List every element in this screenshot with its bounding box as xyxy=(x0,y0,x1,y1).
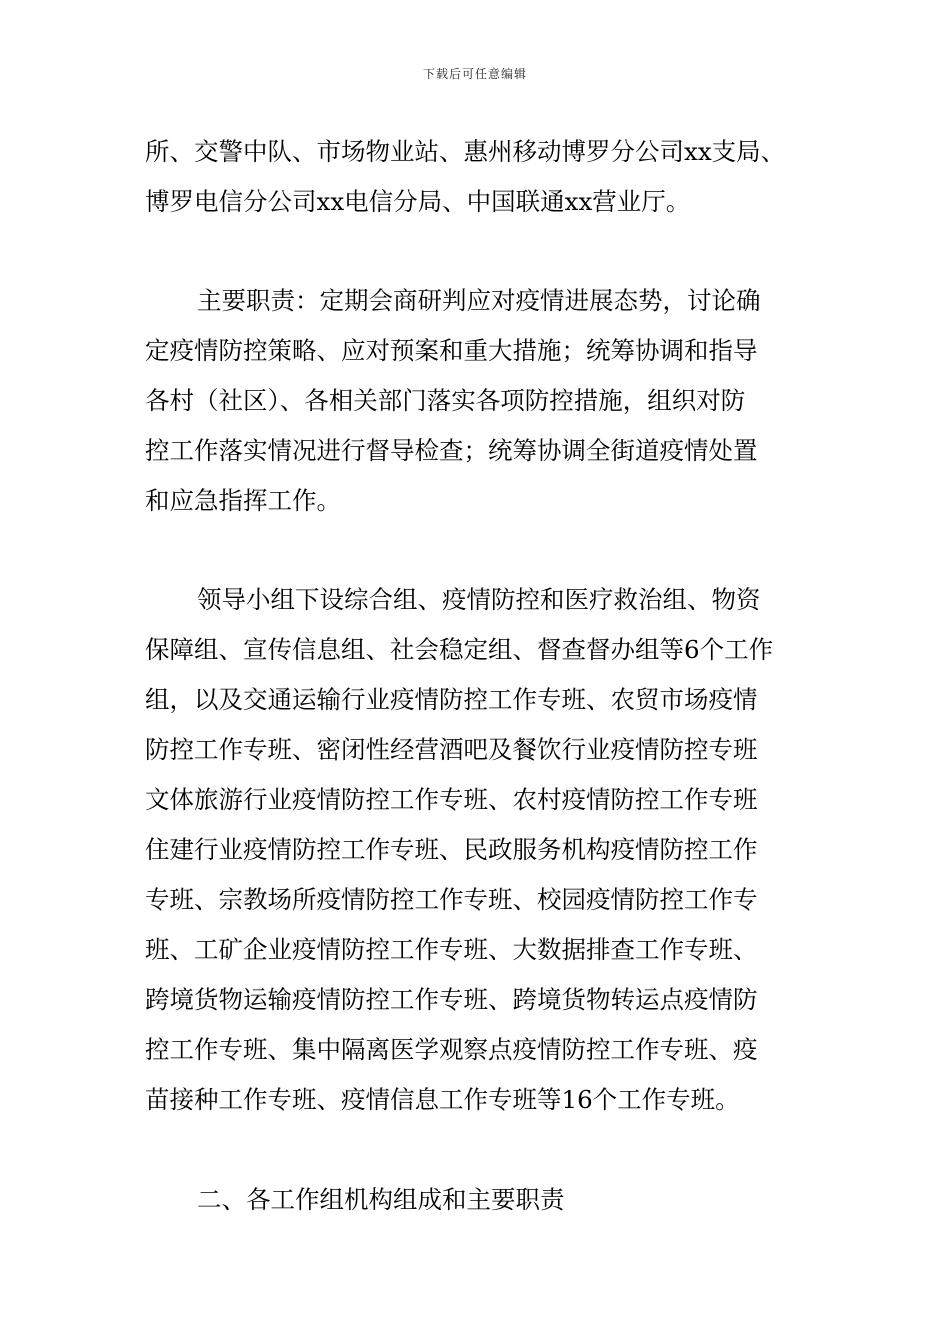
paragraph-2-line-4: 控工作落实情况进行督导检查；统筹协调全街道疫情处置 xyxy=(145,436,758,465)
paragraph-3-line-2: 保障组、宣传信息组、社会稳定组、督查督办组等6个工作 xyxy=(145,635,774,664)
paragraph-gap xyxy=(145,227,807,276)
paragraph-3-line-8: 班、工矿企业疫情防控工作专班、大数据排查工作专班、 xyxy=(145,935,758,964)
paragraph-3-line-9: 跨境货物运输疫情防控工作专班、跨境货物转运点疫情防 xyxy=(145,985,758,1014)
paragraph-3-line-7: 专班、宗教场所疫情防控工作专班、校园疫情防控工作专 xyxy=(145,885,758,914)
paragraph-3-line-1: 领导小组下设综合组、疫情防控和医疗救治组、物资 xyxy=(197,585,761,614)
paragraph-2-line-5: 和应急指挥工作。 xyxy=(145,486,341,515)
paragraph-2-line-1: 主要职责：定期会商研判应对疫情进展态势，讨论确 xyxy=(197,286,761,315)
paragraph-3-line-11: 苗接种工作专班、疫情信息工作专班等16个工作专班。 xyxy=(145,1085,740,1114)
paragraph-1-line-2: 博罗电信分公司xx电信分局、中国联通xx营业厅。 xyxy=(145,187,691,216)
document-body xyxy=(145,127,807,1225)
paragraph-1-line-1: 所、交警中队、市场物业站、惠州移动博罗分公司xx支局、 xyxy=(145,137,786,166)
paragraph-2-line-3: 各村（社区）、各相关部门落实各项防控措施，组织对防 xyxy=(145,386,746,415)
paragraph-3-line-10: 控工作专班、集中隔离医学观察点疫情防控工作专班、疫 xyxy=(145,1035,758,1064)
paragraph-3-line-4: 防控工作专班、密闭性经营酒吧及餐饮行业疫情防控专班 xyxy=(145,735,758,764)
section-heading: 二、各工作组机构组成和主要职责 xyxy=(197,1185,565,1214)
paragraph-gap xyxy=(145,1125,807,1175)
paragraph-2-line-2: 定疫情防控策略、应对预案和重大措施；统筹协调和指导 xyxy=(145,336,758,365)
paragraph-3-line-5: 文体旅游行业疫情防控工作专班、农村疫情防控工作专班 xyxy=(145,785,758,814)
paragraph-gap xyxy=(145,526,807,575)
paragraph-3-line-3: 组，以及交通运输行业疫情防控工作专班、农贸市场疫情 xyxy=(145,685,758,714)
paragraph-3-line-6: 住建行业疫情防控工作专班、民政服务机构疫情防控工作 xyxy=(145,835,758,864)
header-note: 下载后可任意编辑 xyxy=(422,67,527,81)
